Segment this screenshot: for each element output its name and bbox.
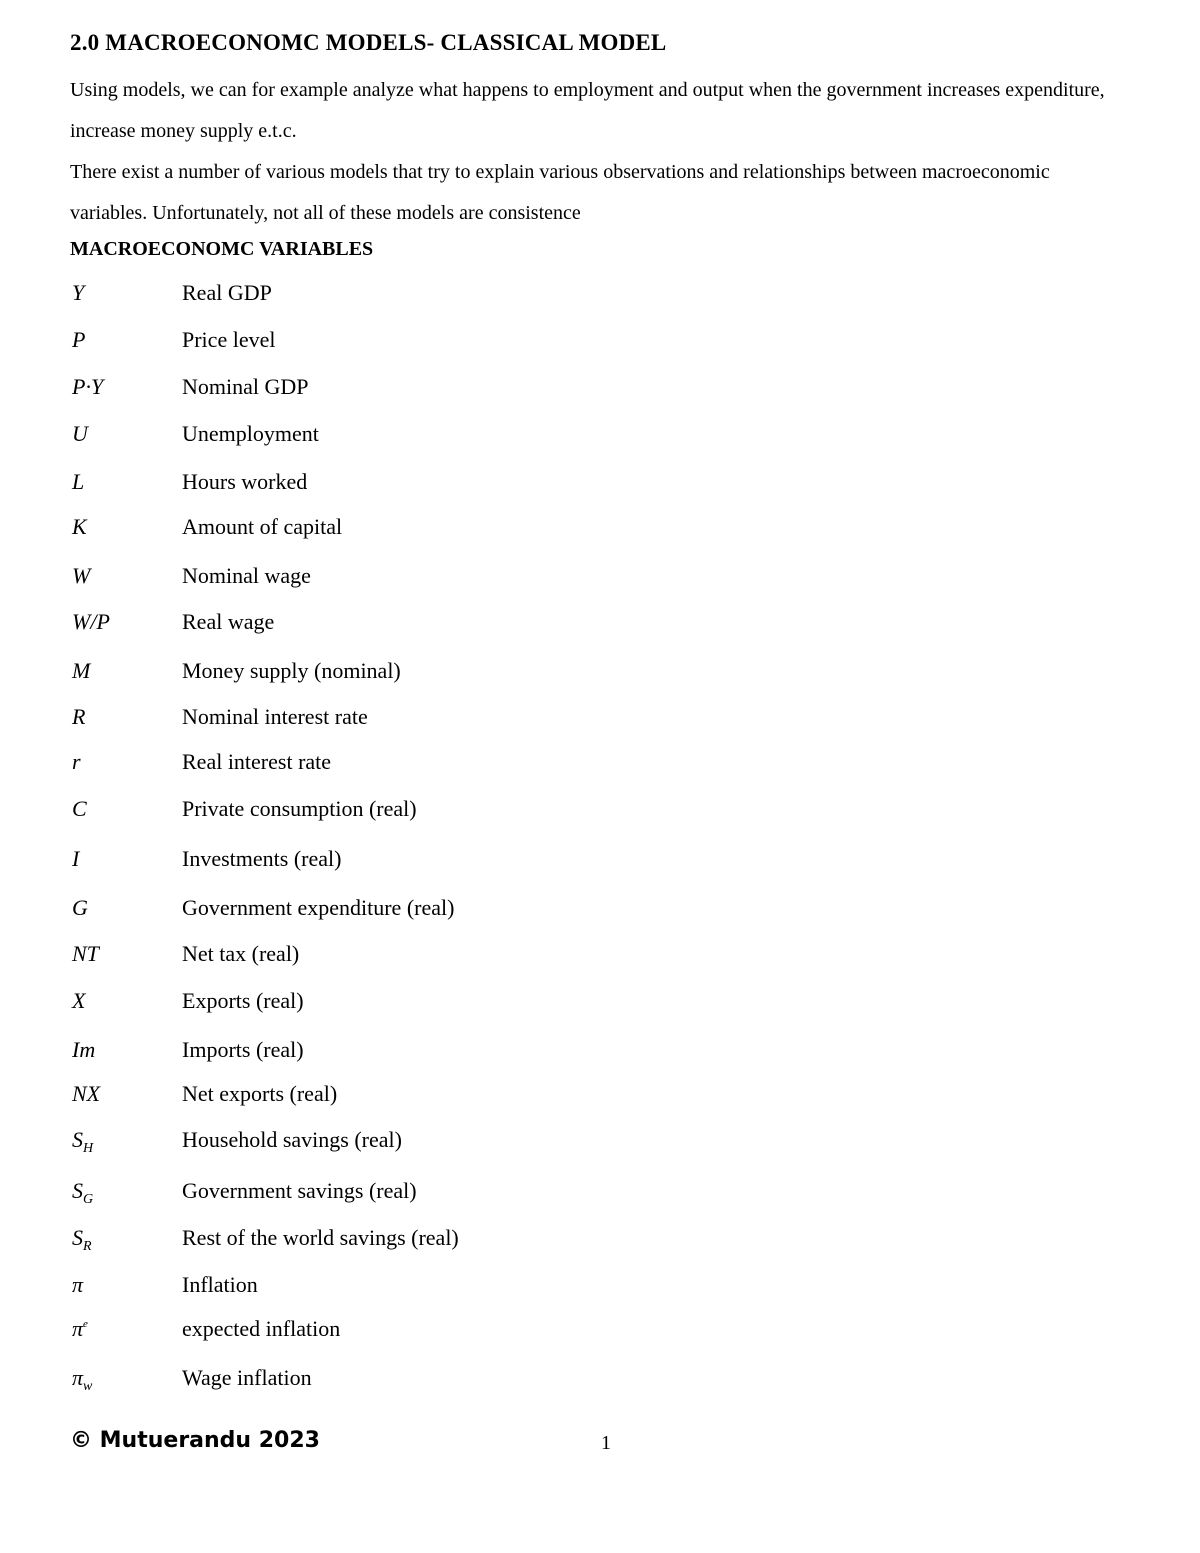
variable-symbol-base: K [72, 514, 87, 539]
variables-heading: MACROECONOMC VARIABLES [70, 238, 374, 260]
variable-symbol-subscript: G [83, 1192, 94, 1207]
variable-symbol [72, 1272, 83, 1298]
variable-row [0, 704, 700, 744]
variable-description: Unemployment [182, 421, 319, 446]
variable-symbol-base: S [72, 1225, 83, 1250]
variable-symbol [72, 704, 85, 730]
variable-description: expected inflation [182, 1316, 341, 1341]
variable-symbol [72, 988, 85, 1014]
variable-row [0, 1081, 700, 1121]
variable-description: Rest of the world savings (real) [182, 1225, 459, 1250]
variable-symbol-base: C [72, 796, 87, 821]
variable-symbol [72, 1127, 93, 1157]
variable-symbol-base: P·Y [72, 374, 104, 399]
variable-symbol-subscript: w [83, 1379, 93, 1394]
variable-symbol-base: W [72, 563, 91, 588]
models-paragraph: There exist a number of various models that try to explain various observations and relationships between macroeconomic variables. Unfortunately, not all of these models are consistence [70, 161, 1050, 224]
variable-row [0, 1225, 700, 1265]
variable-symbol [72, 469, 84, 495]
variable-row [0, 609, 700, 649]
variable-symbol [72, 327, 85, 353]
variable-row [0, 895, 700, 935]
variable-symbol [72, 658, 90, 684]
variable-symbol-base: NT [72, 941, 99, 966]
variable-description: Household savings (real) [182, 1127, 402, 1152]
variable-row [0, 469, 700, 509]
variable-description: Real interest rate [182, 749, 332, 774]
variable-symbol [72, 1081, 100, 1107]
variable-row [0, 280, 700, 320]
variable-symbol [72, 563, 90, 589]
variable-symbol-base: π [72, 1316, 84, 1341]
variable-description: Real GDP [182, 280, 272, 305]
variable-description: Hours worked [182, 469, 308, 494]
variable-description: Government savings (real) [182, 1178, 417, 1203]
variable-description: Amount of capital [182, 514, 343, 539]
variable-row [0, 988, 700, 1028]
variable-row [0, 1037, 700, 1077]
variable-description: Nominal GDP [182, 374, 309, 399]
variable-symbol [72, 749, 81, 775]
variable-symbol-subscript: R [83, 1239, 92, 1254]
variable-row [0, 796, 700, 836]
variable-row [0, 421, 700, 461]
variable-row [0, 514, 700, 554]
variable-symbol [72, 421, 88, 447]
variable-symbol-base: M [72, 658, 91, 683]
variable-symbol [72, 1178, 93, 1208]
variable-symbol-base: X [72, 988, 86, 1013]
variable-row [0, 327, 700, 367]
variable-description: Nominal interest rate [182, 704, 368, 729]
variable-description: Money supply (nominal) [182, 658, 401, 683]
variable-symbol-base: S [72, 1178, 83, 1203]
variable-symbol-base: S [72, 1127, 83, 1152]
variable-symbol [72, 1037, 95, 1063]
variable-symbol [72, 280, 84, 306]
variable-description: Inflation [182, 1272, 258, 1297]
variable-symbol-base: NX [72, 1081, 101, 1106]
variable-row [0, 1127, 700, 1167]
variable-symbol [72, 846, 79, 872]
variable-description: Net tax (real) [182, 941, 300, 966]
variable-symbol [72, 1225, 92, 1255]
variable-symbol-subscript: H [83, 1141, 94, 1156]
variable-description: Private consumption (real) [182, 796, 417, 821]
copyright-footer: © Mutuerandu 2023 [70, 1428, 320, 1453]
variable-symbol-base: L [72, 469, 85, 494]
variable-symbol [72, 1365, 92, 1395]
variable-symbol [72, 895, 88, 921]
variable-row [0, 563, 700, 603]
variable-description: Net exports (real) [182, 1081, 338, 1106]
variable-description: Wage inflation [182, 1365, 312, 1390]
variable-symbol-base: r [72, 749, 81, 774]
variable-row [0, 1178, 700, 1218]
variable-description: Imports (real) [182, 1037, 304, 1062]
intro-paragraph: Using models, we can for example analyze what happens to employment and output when the government increases expenditure, increase money supply e.t.c. [70, 79, 1105, 142]
variable-row [0, 658, 700, 698]
variable-symbol-base: Y [72, 280, 85, 305]
variable-symbol [72, 374, 103, 400]
page-number: 1 [601, 1432, 611, 1454]
variable-symbol-base: P [72, 327, 86, 352]
variable-symbol [72, 941, 99, 967]
variable-description: Investments (real) [182, 846, 342, 871]
variable-description: Government expenditure (real) [182, 895, 455, 920]
variable-description: Exports (real) [182, 988, 304, 1013]
variable-description: Price level [182, 327, 276, 352]
variable-symbol-base: Im [72, 1037, 96, 1062]
variable-symbol [72, 1316, 88, 1342]
variable-symbol [72, 514, 87, 540]
variable-row [0, 846, 700, 886]
page-title: 2.0 MACROECONOMC MODELS- CLASSICAL MODEL [70, 30, 667, 55]
variable-symbol-base: π [72, 1272, 84, 1297]
variable-symbol [72, 796, 87, 822]
variable-symbol-base: R [72, 704, 86, 729]
variable-symbol-base: U [72, 421, 88, 446]
variable-row [0, 1272, 700, 1312]
variable-row [0, 1316, 700, 1356]
variable-description: Nominal wage [182, 563, 311, 588]
variable-row [0, 1365, 700, 1405]
variable-symbol-base: I [72, 846, 80, 871]
variable-symbol-superscript: e [83, 1318, 88, 1330]
variable-row [0, 941, 700, 981]
variable-description: Real wage [182, 609, 275, 634]
variable-symbol-base: π [72, 1365, 84, 1390]
variable-symbol-base: W/P [72, 609, 110, 634]
variable-symbol-base: G [72, 895, 88, 920]
variable-row [0, 749, 700, 789]
variable-symbol [72, 609, 110, 635]
variable-row [0, 374, 700, 414]
